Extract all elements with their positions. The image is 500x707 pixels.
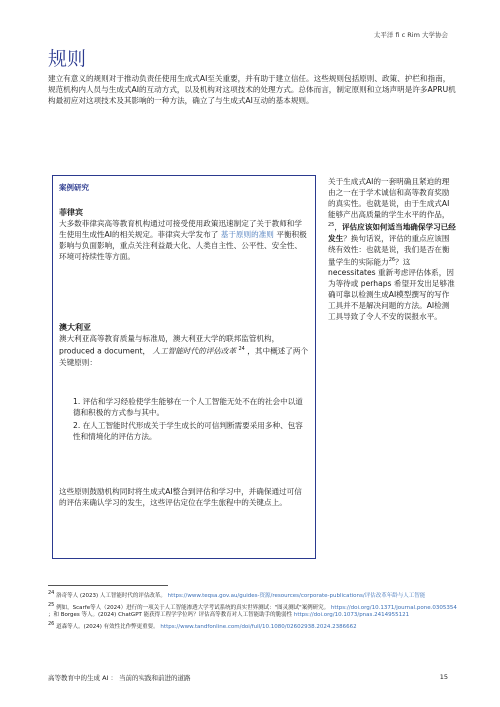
principle-item-2: 2. 在人工智能时代形成关于学生成长的可信判断需要采用多种、包容性和情境化的评估方法。: [73, 421, 303, 441]
philippines-paragraph: [59, 218, 309, 262]
case-closing-paragraph: 这些原则鼓励机构同时将生成式AI整合到评估和学习中，并确保通过可信的评估来确认学习的发生，这些评估定位在学生旅程中的关键点上。: [59, 487, 302, 507]
footnote-text: 道森等人。(2024) 有效性比作弊更重要。: [56, 623, 159, 630]
footer-report-title: 高等教育中的生成 AI ： 当前的实践和前进的道路: [48, 674, 191, 682]
footnote-26: [48, 621, 458, 631]
footnote-ref-26[interactable]: 26: [388, 256, 396, 263]
footnote-link[interactable]: https://www.tandfonline.com/doi/full/10.1080/02602938.2024.2386662: [160, 623, 357, 630]
principles-guideline-link[interactable]: 基于原则的准则: [220, 230, 274, 239]
footnote-link[interactable]: https://doi.org/10.1073/pnas.2414955121: [293, 611, 410, 618]
footnotes: [48, 590, 458, 633]
australia-text-after: ，其中概述了两个关键原则：: [59, 346, 309, 367]
footnote-ref-24[interactable]: 24: [238, 346, 245, 352]
footnote-number: 25: [48, 601, 55, 608]
philippines-text-after: 平衡积极影响与负面影响，重点关注利益最大化、人类自主性、公平性、安全性、环境可持续性等方面。: [59, 230, 307, 261]
footnote-divider: [48, 585, 168, 586]
footnote-24: [48, 590, 458, 600]
right-column-text: 关于生成式AI的一套明确且紧迫的理由之一在于学术诚信和高等教育奖励的真实性。也就是说，由于生成式AI能够产出高质量的学生水平的作品，$^{25}$，评估应该如何适当地确保学习已经发生？换句话说，评估的重点应该围绕有效性：也就是说，我们是否在衡量学生的实际能力$^{26}$？这 necessitates 重新考虑评估体系，因为等待或 perhaps 希望开发出足够准确可靠以检测生成AI模型撰写的写作工具并不是解决问题的方法。AI检测工具导致了令人不安的误报水平。: [328, 177, 456, 322]
page-number: 15: [439, 673, 448, 681]
principle-item-1: 1. 评估和学习经验使学生能够在一个人工智能无处不在的社会中以道德和积极的方式参与其中。: [73, 397, 303, 417]
footnote-25: [48, 602, 458, 620]
right-text-2: ？换句话说，评估的重点应该围绕有效性：也就是说，我们是否在衡量学生的实际能力: [328, 233, 450, 267]
page-title: 规则: [48, 48, 87, 70]
assessment-reform-title: 人工智能时代的评估改革: [152, 346, 237, 356]
header-org-name: 太平洋 fi c Rim 大学协会: [373, 31, 448, 39]
australia-text-before: 澳大利亚高等教育质量与标准局，澳大利亚大学的联邦监管机构，produced a document，: [59, 334, 280, 356]
footnote-text: 洛奇等人 (2023) 人工智能时代的评估改革。: [56, 592, 166, 599]
footnote-link[interactable]: https://doi.org/10.1371/journal.pone.0305354: [330, 604, 457, 611]
intro-paragraph: 建立有意义的规则对于推动负责任使用生成式AI至关重要，并有助于建立信任。这些规则包括原则、政策、护栏和指南，规范机构内人员与生成式AI的互动方式，以及机构对这项技术的处理方式。总体而言，制定原则和立场声明是许多APRU机构最初应对这项技术及其影响的一种方法，确立了与生成式AI互动的基本规则。: [48, 74, 456, 105]
case-study-label: 案例研究: [59, 183, 89, 192]
footnote-ref-25[interactable]: 25: [328, 222, 335, 228]
australia-paragraph: [59, 333, 309, 368]
footnote-text: ；和 Borges 等人。(2024) ChatGPT 能获得工程学学位吗？评估高等教育对人工智能助手的脆弱性: [48, 611, 293, 618]
footnote-link[interactable]: https://www.teqsa.gov.au/guides-资源/resources/corporate-publications/评估改革年龄与人工智能: [167, 592, 426, 599]
footnote-number: 26: [48, 620, 55, 627]
footnote-number: 24: [48, 590, 55, 596]
philippines-text-before: 大多数菲律宾高等教育机构通过可接受使用政策迅速制定了关于教师和学生使用生成性AI的相关规定。菲律宾大学发布了: [59, 219, 302, 239]
key-question: 评估应该如何适当地确保学习已经发生: [328, 222, 456, 243]
footnote-text: 例如，Scarfe等人（2024）进行的一项关于人工智能渗透大学考试系统的真实世界测试："图灵测试"案例研究。: [56, 604, 330, 611]
philippines-heading: 菲律宾: [59, 208, 83, 217]
right-text-3: ？这 necessitates 重新考虑评估体系，因为等待或 perhaps 希望开发出足够准确可靠以检测生成AI模型撰写的写作工具并不是解决问题的方法。AI检测工具导致了令人不安的误报水平。: [328, 257, 455, 322]
australia-heading: 澳大利亚: [59, 323, 91, 332]
case-study-box: [52, 175, 316, 559]
right-text-1: 关于生成式AI的一套明确且紧迫的理由之一在于学术诚信和高等教育奖励的真实性。也就是说，由于生成式AI能够产出高质量的学生水平的作品，: [328, 177, 450, 219]
